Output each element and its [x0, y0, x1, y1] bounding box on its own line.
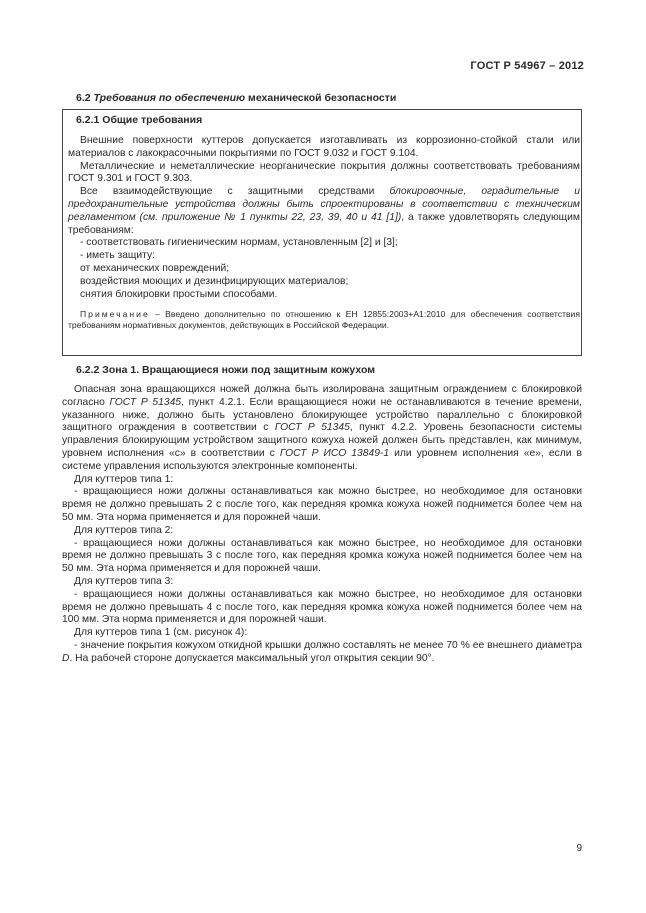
note-text: – Введено дополнительно по отношению к ЕН 12855:2003+А1:2010 для обеспечения соответствия требованиям нормативных документов, действующих в Российской Федерации.: [68, 309, 580, 331]
zone1-ref3: ГОСТ Р ИСО 13849-1: [279, 447, 390, 459]
type3-text: - вращающиеся ножи должны останавливаться как можно быстрее, но необходимое для остановки время не должно превышать 4 с после того, как передняя кромка кожуха ножей поднимется более чем на 100 мм. Эта норма применяется и для порожней чаши.: [62, 588, 582, 626]
list-item: снятия блокировки простыми способами.: [80, 288, 278, 300]
type1b-text: [62, 640, 582, 666]
zone1-p1-c: , пункт 4.2.2. Уровень безопасности системы управления блокирующим устройством защитного кожуха ножей должен быть представлен, как минимум, уровнем исполнения «с» в соответствии с: [62, 422, 583, 459]
page-number: 9: [576, 843, 582, 854]
section-title-rest: механической безопасности: [245, 92, 397, 104]
section-title: [76, 92, 396, 104]
type1b-text-a: - значение покрытия кожухом откидной крышки должно составлять не менее 70 % ее внешнего диаметра: [74, 639, 582, 651]
type2-text: - вращающиеся ножи должны останавливаться как можно быстрее, но необходимое для остановки время не должно превышать 3 с после того, как передняя кромка кожуха ножей поднимется более чем на 50 мм. Эта норма применяется и для порожней чаши.: [62, 537, 582, 575]
type1-text: - вращающиеся ножи должны останавливаться как можно быстрее, но необходимое для остановки время не должно превышать 2 с после того, как передняя кромка кожуха ножей поднимется более чем на 50 мм. Эта норма применяется и для порожней чаши.: [62, 486, 582, 523]
type1b-text-b: . На рабочей стороне допускается максимальный угол открытия секции 90°.: [69, 652, 435, 664]
diameter-symbol: D: [62, 652, 70, 664]
general-requirements-title: 6.2.1 Общие требования: [76, 114, 203, 126]
type1-label: Для куттеров типа 1:: [74, 473, 174, 485]
section-title-italic: Требования по обеспечению: [93, 92, 246, 104]
zone1-p1-a: Опасная зона вращающихся ножей должна быть изолирована защитным ограждением с блокировкой согласно: [62, 384, 582, 408]
list-item: - соответствовать гигиеническим нормам, установленным [2] и [3];: [80, 237, 398, 249]
zone1-p1-b: , пункт 4.2.1. Если вращающиеся ножи не останавливаются в течение времени, указанного ниже, должно быть установлено блокирующее устройство параллельно с блокировкой защитного ограждения в соответствии с: [62, 396, 582, 434]
general-p3: [68, 186, 580, 237]
general-requirements-body: [68, 135, 580, 331]
zone1-body: [62, 384, 582, 666]
general-p3-b: , а также удовлетворять следующим требованиям:: [68, 211, 580, 236]
list-item: воздействия моющих и дезинфицирующих материалов;: [80, 275, 349, 287]
zone1-ref2: ГОСТ Р 51345: [274, 422, 350, 434]
type3-label: Для куттеров типа 3:: [74, 575, 174, 587]
zone1-p1-d: или уровнем исполнения «е», если в системе управления используются электронные компоненты.: [62, 447, 582, 472]
general-p3-a: Все взаимодействующие с защитными средствами: [80, 186, 390, 198]
general-p1: Внешние поверхности куттеров допускается изготавливать из коррозионно-стойкой стали или материалов с лакокрасочными покрытиями по ГОСТ 9.032 и ГОСТ 9.104.: [68, 135, 580, 159]
zone1-p1: [62, 384, 582, 474]
standard-header: ГОСТ Р 54967 – 2012: [470, 60, 584, 72]
note-label: Примечание: [80, 309, 150, 320]
list-item: - иметь защиту:: [80, 250, 155, 262]
zone1-title: 6.2.2 Зона 1. Вращающиеся ножи под защитным кожухом: [76, 364, 375, 376]
general-note: [68, 309, 580, 331]
section-number: 6.2: [76, 92, 91, 104]
general-p3-italic: блокировочные, оградительные и предохранительные устройства должны быть спроектированы в соответствии с техническим регламентом (см. приложение № 1 пункты 22, 23, 39, 40 и 41 [1]): [68, 186, 580, 223]
zone1-ref1: ГОСТ Р 51345: [109, 396, 182, 408]
list-item: от механических повреждений;: [80, 262, 230, 274]
type1b-label: Для куттеров типа 1 (см. рисунок 4):: [74, 627, 248, 639]
type2-label: Для куттеров типа 2:: [74, 524, 174, 536]
general-p2: Металлические и неметаллические неорганические покрытия должны соответствовать требованиям ГОСТ 9.301 и ГОСТ 9.303.: [68, 160, 580, 185]
